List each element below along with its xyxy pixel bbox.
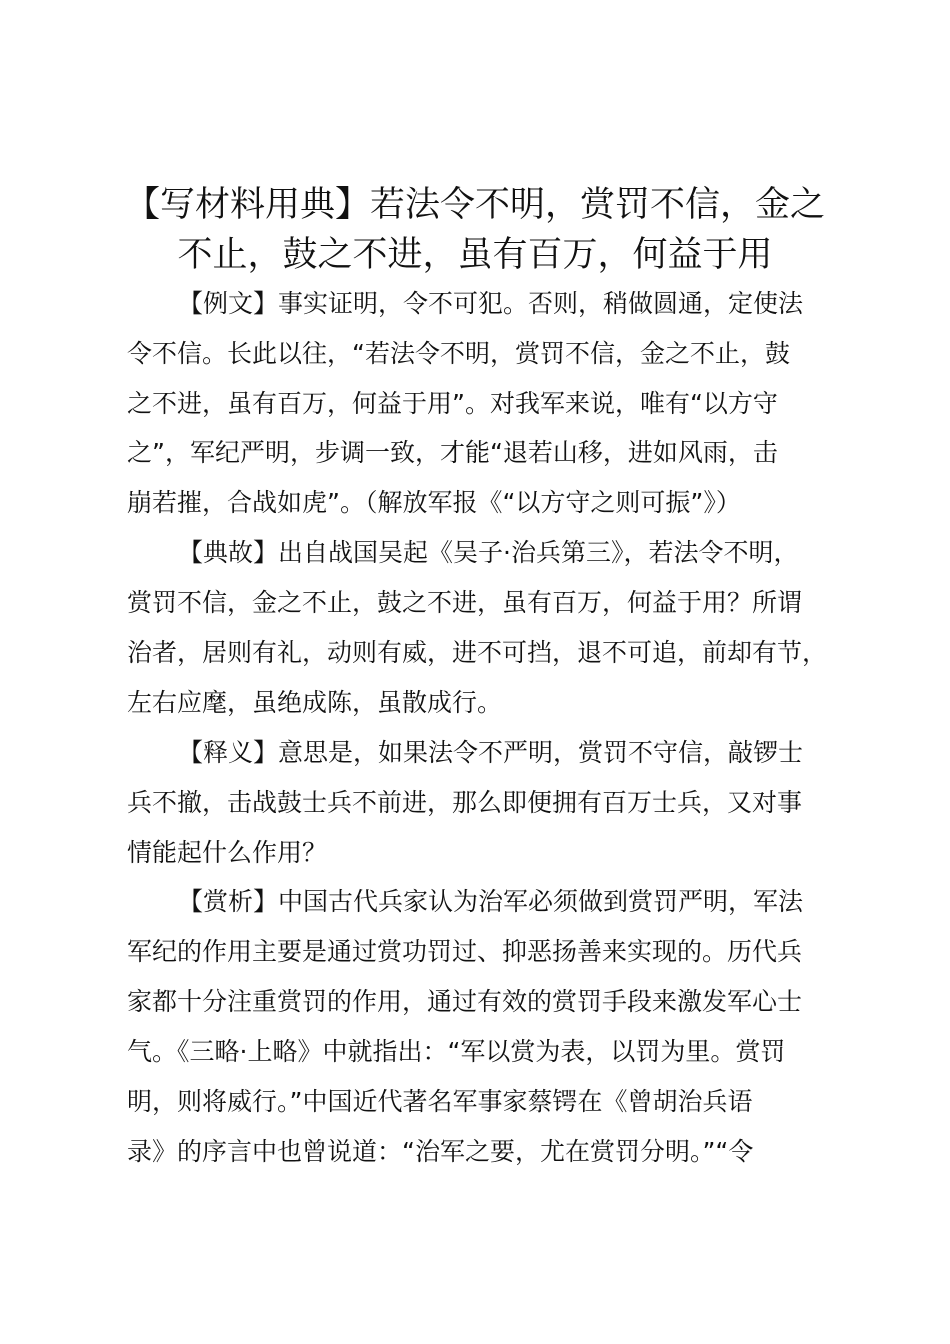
example-paragraph-line: 之不进，虽有百万，何益于用”。对我军来说，唯有“以方守 bbox=[127, 389, 778, 418]
source-paragraph-line: 【典故】出自战国吴起《吴子·治兵第三》，若法令不明， bbox=[178, 538, 799, 567]
appreciation-paragraph-line: 录》的序言中也曾说道：“治军之要，尤在赏罚分明。”“令 bbox=[127, 1137, 754, 1166]
document-title-line-2: 不止，鼓之不进，虽有百万，何益于用 bbox=[177, 235, 773, 275]
example-paragraph-line: 崩若摧，合战如虎”。（解放军报《“以方守之则可振”》） bbox=[127, 488, 741, 517]
appreciation-paragraph-line: 【赏析】中国古代兵家认为治军必须做到赏罚严明，军法 bbox=[178, 887, 804, 916]
example-paragraph-line: 【例文】事实证明，令不可犯。否则，稍做圆通，定使法 bbox=[178, 289, 804, 318]
document-title-line-1: 【写材料用典】若法令不明，赏罚不信，金之 bbox=[124, 185, 825, 225]
source-paragraph-line: 治者，居则有礼，动则有威，进不可挡，退不可追，前却有节， bbox=[127, 638, 828, 667]
example-paragraph-line: 令不信。长此以往，“若法令不明，赏罚不信，金之不止，鼓 bbox=[127, 339, 790, 368]
meaning-paragraph-line: 【释义】意思是，如果法令不严明，赏罚不守信，敲锣士 bbox=[178, 738, 804, 767]
appreciation-paragraph-line: 家都十分注重赏罚的作用，通过有效的赏罚手段来激发军心士 bbox=[127, 987, 803, 1016]
source-paragraph-line: 赏罚不信，金之不止，鼓之不进，虽有百万，何益于用？所谓 bbox=[127, 588, 803, 617]
meaning-paragraph-line: 兵不撤，击战鼓士兵不前进，那么即便拥有百万士兵，又对事 bbox=[127, 788, 803, 817]
appreciation-paragraph-line: 气。《三略·上略》中就指出：“军以赏为表，以罚为里。赏罚 bbox=[127, 1037, 786, 1066]
meaning-paragraph-line: 情能起什么作用？ bbox=[127, 838, 328, 867]
source-paragraph-line: 左右应麾，虽绝成陈，虽散成行。 bbox=[127, 688, 503, 717]
example-paragraph-line: 之”，军纪严明，步调一致，才能“退若山移，进如风雨，击 bbox=[127, 438, 778, 467]
appreciation-paragraph-line: 军纪的作用主要是通过赏功罚过、抑恶扬善来实现的。历代兵 bbox=[127, 937, 803, 966]
appreciation-paragraph-line: 明，则将威行。”中国近代著名军事家蔡锷在《曾胡治兵语 bbox=[127, 1087, 753, 1116]
